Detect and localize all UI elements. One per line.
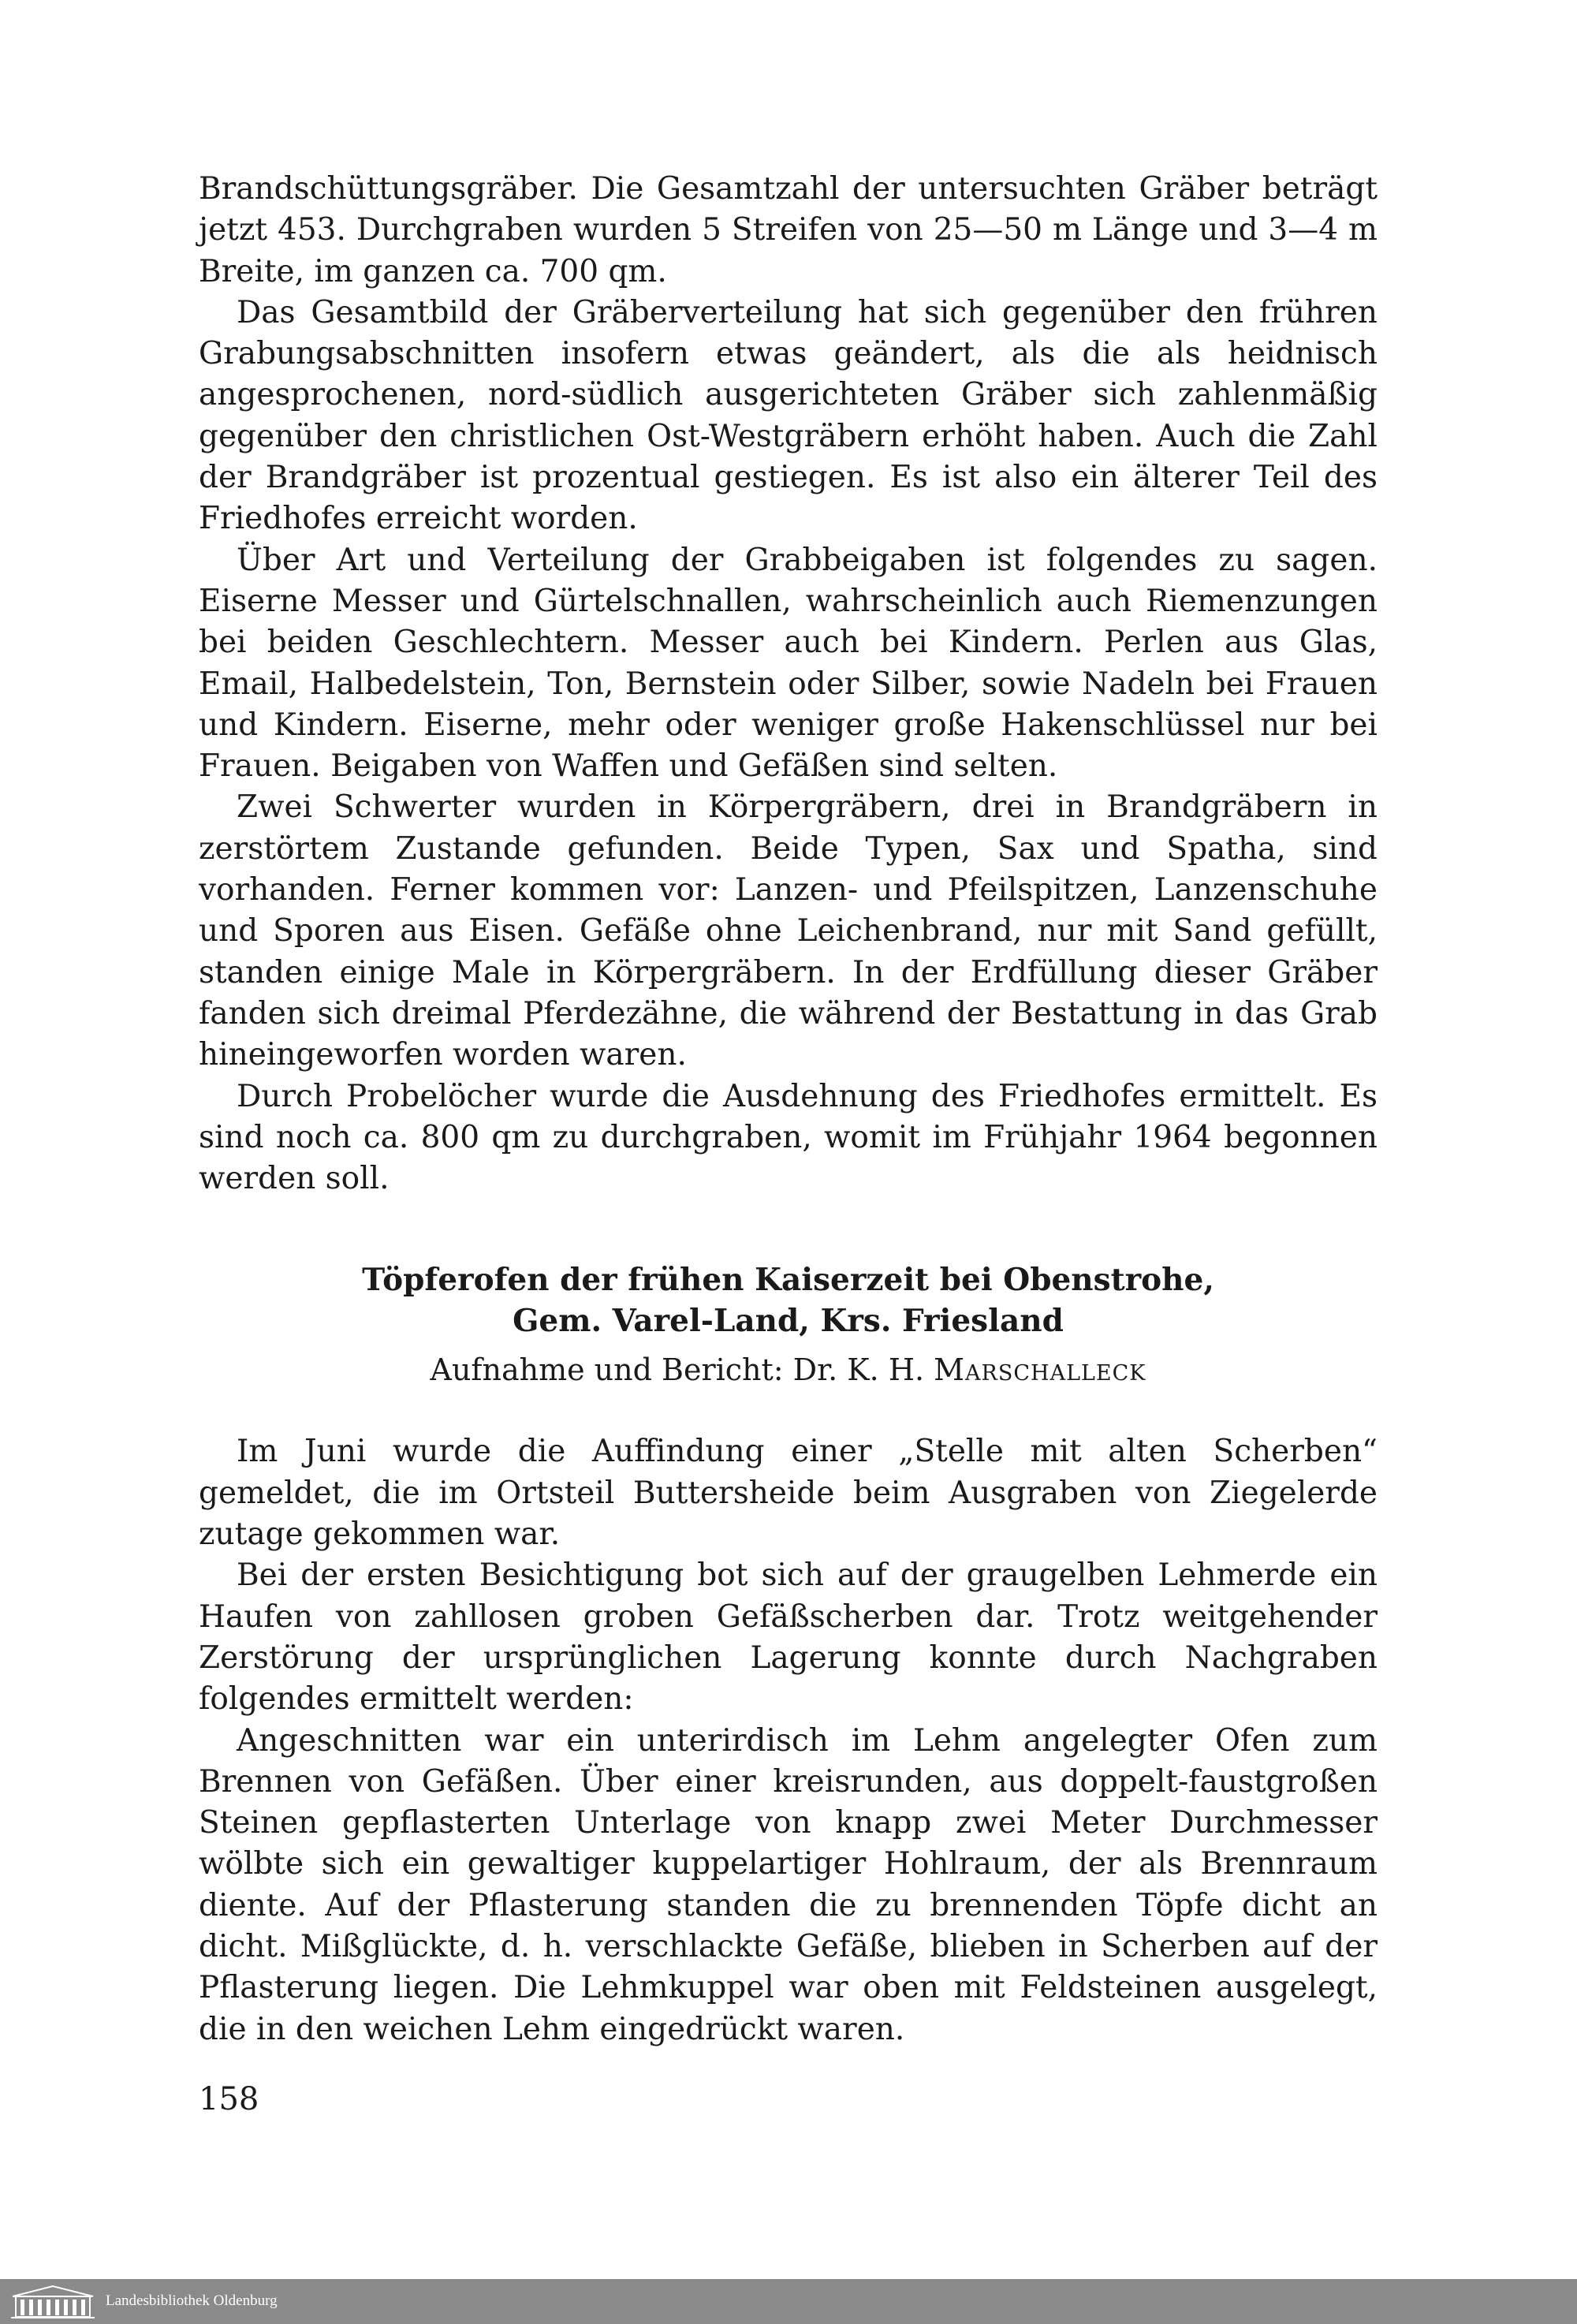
page-number: 158	[199, 2081, 259, 2117]
section-body	[199, 1431, 1378, 2050]
author-prefix: Aufnahme und Bericht: Dr. K. H.	[430, 1352, 934, 1388]
body-paragraph-3: Über Art und Verteilung der Grabbeigaben ist folgendes zu sagen. Eiserne Messer und Gürtelschnallen, wahrscheinlich auch Riemenzungen bei beiden Geschlechtern. Messer auch bei Kindern. Perlen aus Glas, Email, Halbedelstein, Ton, Bernstein oder Silber, sowie Nadeln bei Frauen und Kindern. Eiserne, mehr oder weniger große Hakenschlüssel nur bei Frauen. Beigaben von Waffen und Gefäßen sind selten.	[199, 542, 1378, 785]
text-column	[199, 169, 1378, 2050]
section-paragraph-1: Im Juni wurde die Auffindung einer „Stelle mit alten Scherben“ gemeldet, die im Ortsteil Buttersheide beim Ausgraben von Ziegelerde zutage gekommen war.	[199, 1434, 1378, 1553]
body-paragraph-4: Zwei Schwerter wurden in Körpergräbern, drei in Brandgräbern in zerstörtem Zustande gefunden. Beide Typen, Sax und Spatha, sind vorhanden. Ferner kommen vor: Lanzen- und Pfeilspitzen, Lanzenschuhe und Sporen aus Eisen. Gefäße ohne Leichenbrand, nur mit Sand gefüllt, standen einige Male in Körpergräbern. In der Erdfüllung dieser Gräber fanden sich dreimal Pferdezähne, die während der Bestattung in das Grab hineingeworfen worden waren.	[199, 789, 1378, 1073]
footer-library-name: Landesbibliothek Oldenburg	[106, 2292, 278, 2309]
body-paragraph-1: Brandschüttungsgräber. Die Gesamtzahl der untersuchten Gräber beträgt jetzt 453. Durchgraben wurden 5 Streifen von 25—50 m Länge und 3—4 m Breite, im ganzen ca. 700 qm.	[199, 171, 1378, 289]
section-paragraph-3: Angeschnitten war ein unterirdisch im Lehm angelegter Ofen zum Brennen von Gefäßen. Über einer kreisrunden, aus doppelt-faustgroßen Steinen gepflasterten Unterlage von knapp zwei Meter Durchmesser wölbte sich ein gewaltiger kuppelartiger Hohlraum, der als Brennraum diente. Auf der Pflasterung standen die zu brennenden Töpfe dicht an dicht. Mißglückte, d. h. verschlackte Gefäße, blieben in Scherben auf der Pflasterung liegen. Die Lehmkuppel war oben mit Feldsteinen ausgelegt, die in den weichen Lehm eingedrückt waren.	[199, 1722, 1378, 2047]
library-building-icon	[9, 2284, 96, 2320]
section-author	[199, 1349, 1378, 1390]
body-paragraph-2: Das Gesamtbild der Gräberverteilung hat sich gegenüber den frühren Grabungsabschnitten insofern etwas geändert, als die als heidnisch angesprochenen, nord-südlich ausgerichteten Gräber sich zahlenmäßig gegenüber den christlichen Ost-Westgräbern erhöht haben. Auch die Zahl der Brandgräber ist prozentual gestiegen. Es ist also ein älterer Teil des Friedhofes erreicht worden.	[199, 294, 1378, 537]
section-heading	[199, 1259, 1378, 1390]
section-title-line-1: Töpferofen der frühen Kaiserzeit bei Obenstrohe,	[362, 1262, 1214, 1299]
author-name: Marschalleck	[934, 1352, 1146, 1388]
body-paragraph-5: Durch Probelöcher wurde die Ausdehnung des Friedhofes ermittelt. Es sind noch ca. 800 qm zu durchgraben, womit im Frühjahr 1964 begonnen werden soll.	[199, 1078, 1378, 1197]
footer-bar	[0, 2279, 1577, 2324]
section-paragraph-2: Bei der ersten Besichtigung bot sich auf der graugelben Lehmerde ein Haufen von zahllosen groben Gefäßscherben dar. Trotz weitgehender Zerstörung der ursprünglichen Lagerung konnte durch Nachgraben folgendes ermittelt werden:	[199, 1557, 1378, 1718]
section-title-line-2: Gem. Varel-Land, Krs. Friesland	[513, 1303, 1064, 1340]
